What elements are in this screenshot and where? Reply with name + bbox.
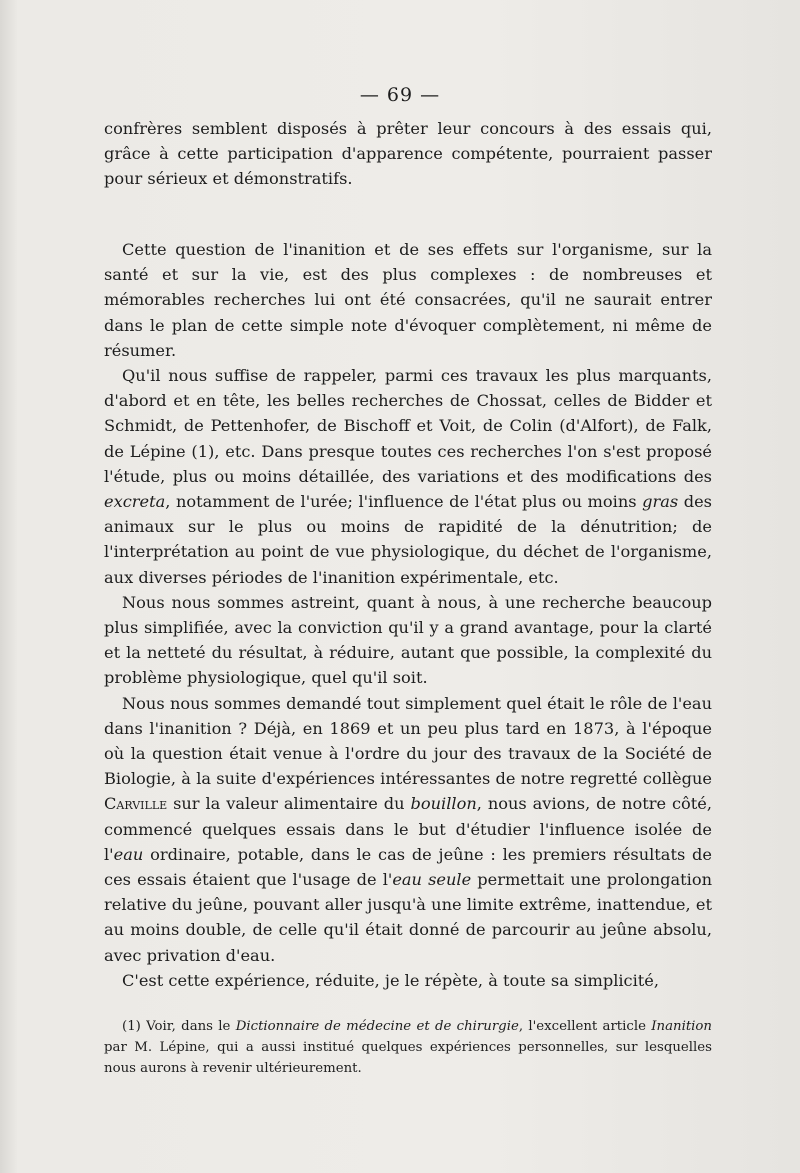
paragraph-simplified-research: Nous nous sommes astreint, quant à nous, à une recherche beaucoup plus simplifiée, avec la conviction qu'il y a grand avantage, pour la clarté et la netteté du résultat, à réduire, autant que possible, la complexité du problème physiologique, quel qu'il soit. <box>104 592 712 688</box>
italic-inanition: Inanition <box>651 1019 712 1034</box>
paragraph-role-of-water <box>104 691 712 968</box>
italic-gras: gras <box>642 492 679 512</box>
text-span: Nous nous sommes demandé tout simplement quel était le rôle de l'eau dans l'inanition ? Déjà, en 1869 et un peu plus tard en 1873, à l'époque où la question était venue à l'ordre du jour des travaux de la Société de Biologie, à la suite d'expériences intéressantes de notre regretté collègue <box>104 693 712 789</box>
text-span: des animaux sur le plus ou moins de rapidité de la dénutrition; de l'interprétation au point de vue physiologique, du déchet de l'organisme, aux diverses périodes de l'inanition expérimentale, etc. <box>104 492 712 587</box>
italic-eau: eau <box>113 844 144 864</box>
footnote-paragraph <box>104 1016 712 1079</box>
continuation-paragraph: confrères semblent disposés à prêter leur concours à des essais qui, grâce à cette participation d'apparence compétente, pourraient passer pour sérieux et démonstratifs. <box>104 119 712 189</box>
text-span: par M. Lépine, qui a aussi institué quelques expériences personnelles, sur lesquelles nous aurons à revenir ultérieurement. <box>104 1040 712 1076</box>
continuation-block <box>104 116 712 192</box>
text-span: (1) Voir, dans le <box>122 1019 236 1034</box>
text-span: sur la valeur alimentaire du <box>167 794 411 814</box>
text-span: , notamment de l'urée; l'influence de l'état plus ou moins <box>165 492 643 512</box>
text-span: Qu'il nous suffise de rappeler, parmi ces travaux les plus marquants, d'abord et en tête, les belles recherches de Chossat, celles de Bidder et Schmidt, de Pettenhofer, de Bischoff et Voit, de Colin (d'Alfort), de Falk, de Lépine (1), etc. Dans presque toutes ces recherches l'on s'est proposé l'étude, plus ou moins détaillée, des variations et des modifications des <box>104 366 712 486</box>
page-number: — 69 — <box>359 84 441 106</box>
paragraph-inanition: Cette question de l'inanition et de ses effets sur l'organisme, sur la santé et sur la vie, est des plus complexes : de nombreuses et mémorables recherches lui ont été consacrées, qu'il ne saurait entrer dans le plan de cette simple note d'évoquer complètement, ni même de résumer. <box>104 240 712 360</box>
text-span: , l'excellent article <box>518 1019 652 1034</box>
paragraph-experiment: C'est cette expérience, réduite, je le répète, à toute sa simplicité, <box>122 970 660 990</box>
italic-excreta: excreta <box>104 492 166 512</box>
italic-bouillon: bouillon <box>410 794 477 814</box>
smallcaps-carville: Carville <box>104 794 168 814</box>
italic-eau-seule: eau seule <box>392 870 472 890</box>
text-span: ordinaire, potable, dans le cas de jeûne : les premiers résultats de ces essais étaient que l'usage de l' <box>104 844 712 890</box>
text-span: permettait une prolongation relative du jeûne, pouvant aller jusqu'à une limite extrême, inattendue, et au moins double, de celle qu'il était donné de parcourir au jeûne absolu, avec privation d'eau. <box>104 870 712 965</box>
footnote <box>104 1016 712 1079</box>
italic-dictionary-title: Dictionnaire de médecine et de chirurgie <box>235 1019 519 1034</box>
paragraph-previous-research <box>104 363 712 590</box>
main-text <box>104 237 712 993</box>
text-span: , nous avions, de notre côté, commencé quelques essais dans le but d'étudier l'influence isolée de l' <box>104 794 713 864</box>
